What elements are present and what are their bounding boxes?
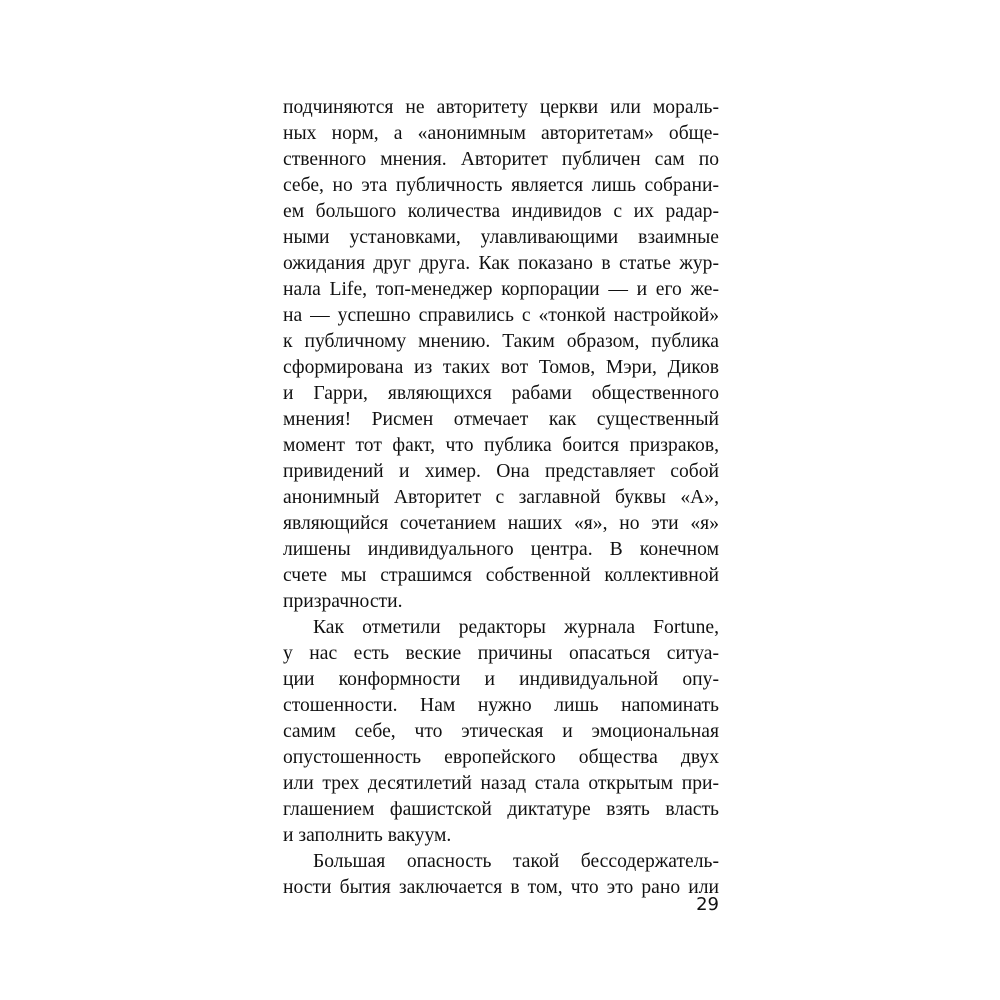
text-line: подчиняются не авторитету церкви или мораль- <box>283 97 719 118</box>
body-text <box>283 95 719 901</box>
text-line: лишены индивидуального центра. В конечном <box>283 539 719 560</box>
text-line: ственного мнения. Авторитет публичен сам по <box>283 149 719 170</box>
text-line: момент тот факт, что публика боится призраков, <box>283 435 719 456</box>
text-line: нала Life, топ-менеджер корпорации — и его же- <box>283 279 719 300</box>
text-line: себе, но эта публичность является лишь собрани- <box>283 175 719 196</box>
text-line: у нас есть веские причины опасаться ситуа- <box>283 643 719 664</box>
text-line: являющийся сочетанием наших «я», но эти «я» <box>283 513 719 534</box>
text-line: мнения! Рисмен отмечает как существенный <box>283 409 719 430</box>
text-line: анонимный Авторитет с заглавной буквы «А», <box>283 487 719 508</box>
text-line: ных норм, а «анонимным авторитетам» обще- <box>283 123 719 144</box>
text-line: самим себе, что этическая и эмоциональная <box>283 721 719 742</box>
text-line: стошенности. Нам нужно лишь напоминать <box>283 695 719 716</box>
text-line: к публичному мнению. Таким образом, публика <box>283 331 719 352</box>
text-line: ными установками, улавливающими взаимные <box>283 227 719 248</box>
page-number: 29 <box>696 894 719 915</box>
text-line: Большая опасность такой бессодержатель- <box>313 851 719 872</box>
text-line: и Гарри, являющихся рабами общественного <box>283 383 719 404</box>
text-line: ожидания друг друга. Как показано в статье жур- <box>283 253 719 274</box>
text-line: или трех десятилетий назад стала открытым при- <box>283 773 719 794</box>
text-line: ции конформности и индивидуальной опу- <box>283 669 719 690</box>
text-line: и заполнить вакуум. <box>283 825 452 846</box>
text-line: опустошенность европейского общества двух <box>283 747 719 768</box>
text-line: привидений и химер. Она представляет собой <box>283 461 719 482</box>
text-line: ности бытия заключается в том, что это рано или <box>283 877 719 898</box>
text-line: ем большого количества индивидов с их радар- <box>283 201 719 222</box>
text-line: сформирована из таких вот Томов, Мэри, Диков <box>283 357 719 378</box>
text-line: счете мы страшимся собственной коллективной <box>283 565 719 586</box>
text-line: призрачности. <box>283 591 403 612</box>
text-line: на — успешно справились с «тонкой настройкой» <box>283 305 719 326</box>
text-line: Как отметили редакторы журнала Fortune, <box>313 617 719 638</box>
text-line: глашением фашистской диктатуре взять власть <box>283 799 719 820</box>
